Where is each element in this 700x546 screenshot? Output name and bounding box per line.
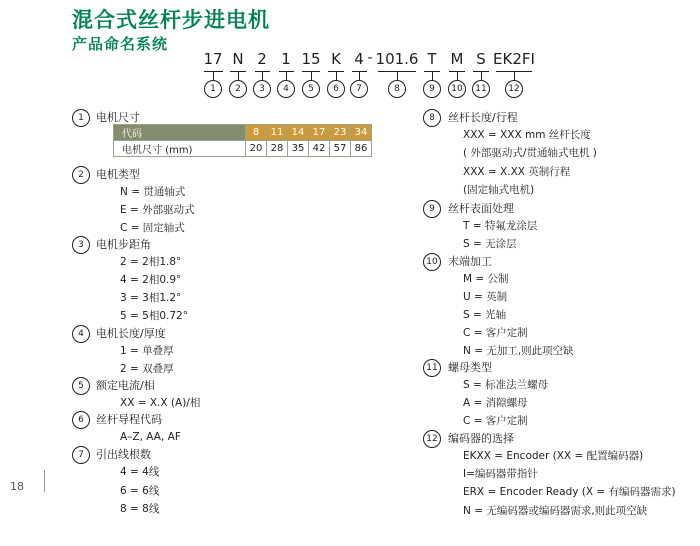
list-item: (固定轴式电机) [463,184,535,196]
code-segment-11: S [476,50,486,68]
code-tick [286,71,287,80]
table-row [114,125,372,141]
section-number-7: 7 [72,446,90,464]
section-number-1: 1 [72,109,90,127]
section-label-nut-type: 螺母类型 [448,361,492,374]
code-segment-10: M [450,50,464,68]
table-cell: 28 [267,141,288,157]
table-row [114,141,372,157]
list-item: 3 = 3相1.2° [120,292,182,304]
list-item: T = 特氟龙涂层 [463,220,538,232]
code-dash: - [367,50,373,66]
code-segment-4: 1 [281,50,291,68]
list-item: S = 无涂层 [463,238,517,250]
code-segment-2: N [232,50,244,68]
list-item: 8 = 8线 [120,503,160,515]
list-item: 4 = 4线 [120,466,160,478]
code-index-circle: 4 [277,80,295,98]
section-number-8: 8 [423,109,441,127]
code-tick [432,71,433,80]
table-cell: 电机尺寸 (mm) [114,141,246,157]
section-number-11: 11 [423,359,441,377]
section-number-10: 10 [423,253,441,271]
table-cell: 11 [267,125,288,141]
list-item: A–Z, AA, AF [120,431,181,443]
table-cell: 86 [351,141,372,157]
list-item: C = 客户定制 [463,327,528,339]
section-number-4: 4 [72,325,90,343]
table-cell: 57 [330,141,351,157]
code-tick [311,71,312,80]
list-item: N = 无加工,则此项空缺 [463,345,574,357]
section-label-lead-wires: 引出线根数 [96,448,151,461]
list-item: 5 = 5相0.72° [120,310,188,322]
list-item: U = 英制 [463,291,508,303]
code-segment-1: 17 [203,50,223,68]
list-item: C = 客户定制 [463,415,528,427]
list-item: S = 标准法兰螺母 [463,379,549,391]
list-item: 2 = 双叠厚 [120,363,174,375]
list-item: C = 固定轴式 [120,222,185,234]
code-index-circle: 9 [423,80,441,98]
list-item: M = 公制 [463,273,509,285]
section-label-step-angle: 电机步距角 [96,238,151,251]
list-item: 4 = 2相0.9° [120,274,182,286]
code-segment-7: 4 [354,50,364,68]
table-cell: 42 [309,141,330,157]
code-tick [336,71,337,80]
code-segment-6: K [331,50,341,68]
section-label-motor-length: 电机长度/厚度 [96,327,166,340]
section-number-9: 9 [423,200,441,218]
list-item: XX = X.X (A)/相 [120,397,201,409]
code-tick [359,71,360,80]
list-item: N = 贯通轴式 [120,186,186,198]
page-title: 混合式丝杆步进电机 [72,8,270,32]
motor-size-table [113,124,372,157]
list-item: N = 无编码器或编码器需求,则此项空缺 [463,505,648,517]
table-cell: 17 [309,125,330,141]
code-segment-9: T [427,50,437,68]
table-cell: 23 [330,125,351,141]
code-tick [397,71,398,80]
table-cell: 8 [246,125,267,141]
section-label-encoder: 编码器的选择 [448,432,514,445]
code-tick [481,71,482,80]
code-index-circle: 1 [204,80,222,98]
section-label-lead-code: 丝杆导程代码 [96,413,162,426]
code-index-circle: 8 [388,80,406,98]
code-tick [213,71,214,80]
code-index-circle: 2 [229,80,247,98]
list-item: 2 = 2相1.8° [120,256,182,268]
table-cell: 20 [246,141,267,157]
list-item: S = 光轴 [463,309,507,321]
code-segment-8: 101.6 [375,50,419,68]
section-label-motor-size: 电机尺寸 [96,111,140,124]
code-segment-5: 15 [301,50,321,68]
code-index-circle: 11 [472,80,490,98]
code-tick [514,71,515,80]
section-label-motor-type: 电机类型 [96,168,140,181]
code-index-circle: 10 [448,80,466,98]
list-item: XXX = X.XX 英制行程 [463,166,571,178]
table-cell: 代码 [114,125,246,141]
code-tick [238,71,239,80]
section-label-screw-length: 丝杆长度/行程 [448,111,518,124]
section-number-6: 6 [72,411,90,429]
table-cell: 14 [288,125,309,141]
section-label-surface-treatment: 丝杆表面处理 [448,202,514,215]
code-tick [457,71,458,80]
code-segment-3: 2 [257,50,267,68]
list-item: 1 = 单叠厚 [120,345,174,357]
list-item: EKXX = Encoder (XX = 配置编码器) [463,450,644,462]
list-item: ( 外部驱动式/贯通轴式电机 ) [463,147,597,159]
section-number-2: 2 [72,166,90,184]
code-index-circle: 12 [505,80,523,98]
code-index-circle: 6 [327,80,345,98]
list-item: ERX = Encoder Ready (X = 有编码器需求) [463,486,676,498]
section-label-rated-current: 额定电流/相 [96,379,155,392]
section-number-5: 5 [72,377,90,395]
list-item: XXX = XXX mm 丝杆长度 [463,129,591,141]
list-item: A = 消隙螺母 [463,397,528,409]
page-number: 18 [10,480,24,493]
table-cell: 34 [351,125,372,141]
list-item: I=编码器带指针 [463,468,538,480]
table-cell: 35 [288,141,309,157]
page-subtitle: 产品命名系统 [72,35,169,53]
section-label-end-machining: 末端加工 [448,255,492,268]
list-item: 6 = 6线 [120,485,160,497]
code-index-circle: 7 [350,80,368,98]
code-segment-12: EK2FI [493,50,535,68]
section-number-3: 3 [72,236,90,254]
code-index-circle: 5 [302,80,320,98]
code-tick [262,71,263,80]
list-item: E = 外部驱动式 [120,204,195,216]
code-index-circle: 3 [253,80,271,98]
section-number-12: 12 [423,430,441,448]
page-divider [44,470,45,492]
